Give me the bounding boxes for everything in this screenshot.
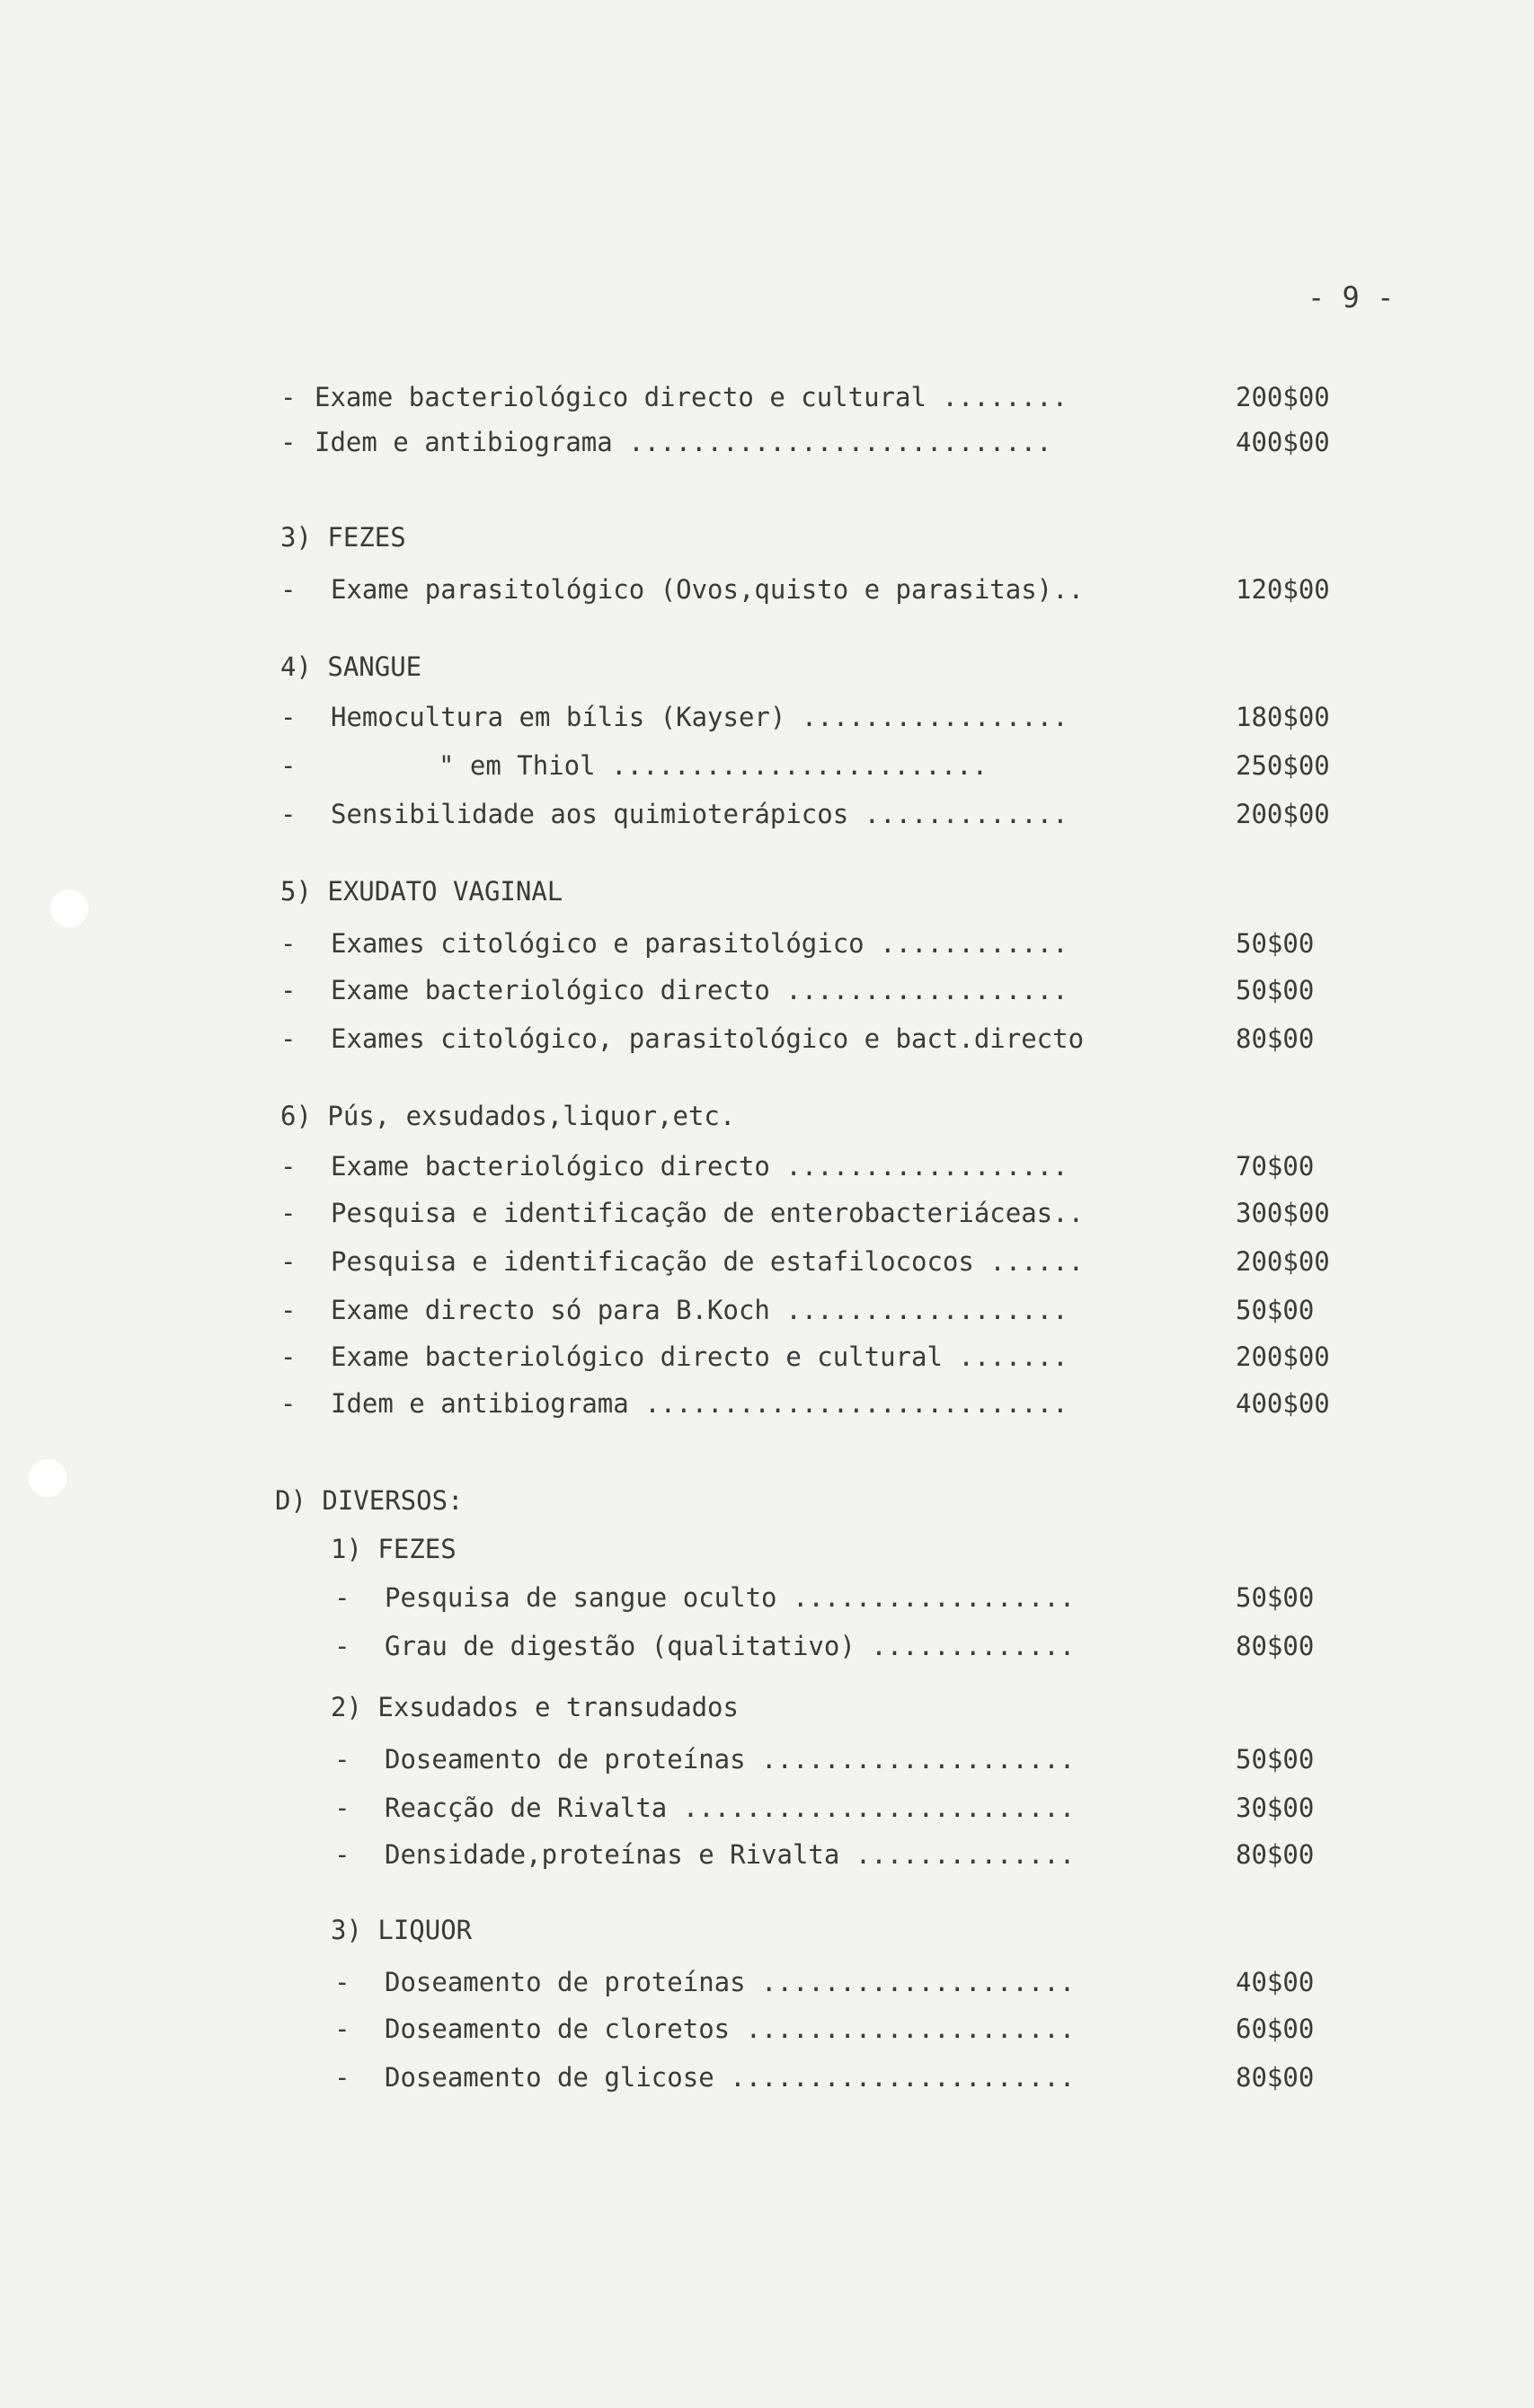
item-label: Exame bacteriológico directo .................. bbox=[331, 975, 1068, 1005]
section-heading-pus: 6) Pús, exsudados,liquor,etc. bbox=[280, 1101, 736, 1131]
list-item bbox=[0, 379, 1534, 415]
item-label: Exames citológico, parasitológico e bact.directo bbox=[331, 1023, 1085, 1054]
item-dash: - bbox=[334, 2062, 350, 2093]
item-price: 250$00 bbox=[1236, 750, 1330, 781]
list-item bbox=[0, 1339, 1534, 1375]
item-price: 120$00 bbox=[1236, 574, 1330, 605]
list-item bbox=[0, 1195, 1534, 1231]
item-dash: - bbox=[280, 1246, 297, 1277]
item-dash: - bbox=[334, 2014, 350, 2044]
item-dash: - bbox=[280, 1023, 297, 1054]
list-item bbox=[0, 1244, 1534, 1279]
item-dash: - bbox=[334, 1582, 350, 1613]
list-item bbox=[0, 925, 1534, 961]
list-item bbox=[0, 1385, 1534, 1421]
item-label: " em Thiol ........................ bbox=[439, 750, 989, 781]
item-label: Doseamento de cloretos ..................... bbox=[385, 2014, 1076, 2044]
section-heading-exudato-vaginal: 5) EXUDATO VAGINAL bbox=[280, 876, 563, 907]
item-label: Exame directo só para B.Koch .................. bbox=[331, 1295, 1068, 1325]
list-item bbox=[0, 796, 1534, 832]
punch-hole-bottom bbox=[27, 1457, 68, 1499]
item-price: 50$00 bbox=[1236, 975, 1315, 1005]
item-dash: - bbox=[334, 1967, 350, 1997]
item-price: 200$00 bbox=[1236, 799, 1330, 829]
item-price: 400$00 bbox=[1236, 1388, 1330, 1419]
item-price: 80$00 bbox=[1236, 1023, 1315, 1054]
item-label: Sensibilidade aos quimioterápicos ............. bbox=[331, 799, 1068, 829]
subsection-heading-liquor: 3) LIQUOR bbox=[331, 1915, 473, 1945]
item-dash: - bbox=[280, 928, 297, 959]
item-price: 50$00 bbox=[1236, 928, 1315, 959]
item-dash: - bbox=[280, 702, 297, 732]
item-label: Idem e antibiograma ........................... bbox=[331, 1388, 1068, 1419]
item-dash: - bbox=[334, 1839, 350, 1870]
item-price: 200$00 bbox=[1236, 1341, 1330, 1372]
list-item bbox=[0, 1580, 1534, 1616]
item-price: 70$00 bbox=[1236, 1151, 1315, 1182]
item-label: Pesquisa de sangue oculto .................. bbox=[385, 1582, 1076, 1613]
item-dash: - bbox=[280, 1198, 297, 1228]
list-item bbox=[0, 1628, 1534, 1664]
item-price: 80$00 bbox=[1236, 1631, 1315, 1661]
item-price: 80$00 bbox=[1236, 1839, 1315, 1870]
item-dash: - bbox=[280, 382, 297, 412]
item-dash: - bbox=[280, 975, 297, 1005]
item-label: Grau de digestão (qualitativo) ............. bbox=[385, 1631, 1076, 1661]
item-label: Pesquisa e identificação de enterobacteriáceas.. bbox=[331, 1198, 1085, 1228]
item-dash: - bbox=[280, 1295, 297, 1325]
item-price: 40$00 bbox=[1236, 1967, 1315, 1997]
list-item bbox=[0, 699, 1534, 735]
item-price: 200$00 bbox=[1236, 382, 1330, 412]
list-item bbox=[0, 424, 1534, 460]
page-number: - 9 - bbox=[1308, 280, 1395, 314]
item-price: 200$00 bbox=[1236, 1246, 1330, 1277]
item-dash: - bbox=[280, 750, 297, 781]
item-price: 30$00 bbox=[1236, 1793, 1315, 1823]
item-dash: - bbox=[280, 1151, 297, 1182]
item-dash: - bbox=[280, 1341, 297, 1372]
item-price: 400$00 bbox=[1236, 427, 1330, 457]
section-heading-fezes: 3) FEZES bbox=[280, 522, 406, 553]
item-dash: - bbox=[334, 1793, 350, 1823]
item-dash: - bbox=[280, 1388, 297, 1419]
list-item bbox=[0, 1790, 1534, 1826]
section-heading-diversos: D) DIVERSOS: bbox=[275, 1485, 464, 1516]
list-item bbox=[0, 972, 1534, 1008]
item-label: Idem e antibiograma ........................... bbox=[315, 427, 1052, 457]
list-item bbox=[0, 1964, 1534, 2000]
item-label: Densidade,proteínas e Rivalta .............. bbox=[385, 1839, 1076, 1870]
list-item bbox=[0, 1292, 1534, 1328]
section-heading-sangue: 4) SANGUE bbox=[280, 651, 422, 682]
list-item bbox=[0, 1741, 1534, 1777]
list-item bbox=[0, 1021, 1534, 1057]
list-item bbox=[0, 1837, 1534, 1872]
list-item bbox=[0, 748, 1534, 783]
item-label: Reacção de Rivalta ......................... bbox=[385, 1793, 1076, 1823]
punch-hole-top bbox=[49, 888, 90, 929]
item-price: 180$00 bbox=[1236, 702, 1330, 732]
list-item bbox=[0, 2011, 1534, 2047]
item-label: Hemocultura em bílis (Kayser) ................. bbox=[331, 702, 1068, 732]
item-label: Pesquisa e identificação de estafilococos ...... bbox=[331, 1246, 1085, 1277]
subsection-heading-fezes: 1) FEZES bbox=[331, 1534, 457, 1564]
item-price: 60$00 bbox=[1236, 2014, 1315, 2044]
item-dash: - bbox=[280, 799, 297, 829]
list-item bbox=[0, 2059, 1534, 2095]
item-price: 50$00 bbox=[1236, 1582, 1315, 1613]
item-label: Doseamento de proteínas .................... bbox=[385, 1967, 1076, 1997]
item-label: Exames citológico e parasitológico ............ bbox=[331, 928, 1068, 959]
item-dash: - bbox=[280, 427, 297, 457]
item-price: 50$00 bbox=[1236, 1744, 1315, 1775]
item-price: 80$00 bbox=[1236, 2062, 1315, 2093]
item-label: Exame bacteriológico directo e cultural ....... bbox=[331, 1341, 1068, 1372]
item-dash: - bbox=[280, 574, 297, 605]
item-label: Exame bacteriológico directo e cultural ........ bbox=[315, 382, 1068, 412]
item-price: 50$00 bbox=[1236, 1295, 1315, 1325]
item-dash: - bbox=[334, 1744, 350, 1775]
item-label: Exame parasitológico (Ovos,quisto e parasitas).. bbox=[331, 574, 1085, 605]
list-item bbox=[0, 571, 1534, 607]
list-item bbox=[0, 1148, 1534, 1184]
item-price: 300$00 bbox=[1236, 1198, 1330, 1228]
item-label: Doseamento de glicose ...................... bbox=[385, 2062, 1076, 2093]
item-label: Doseamento de proteínas .................... bbox=[385, 1744, 1076, 1775]
item-label: Exame bacteriológico directo .................. bbox=[331, 1151, 1068, 1182]
subsection-heading-exsudados: 2) Exsudados e transudados bbox=[331, 1692, 739, 1722]
item-dash: - bbox=[334, 1631, 350, 1661]
